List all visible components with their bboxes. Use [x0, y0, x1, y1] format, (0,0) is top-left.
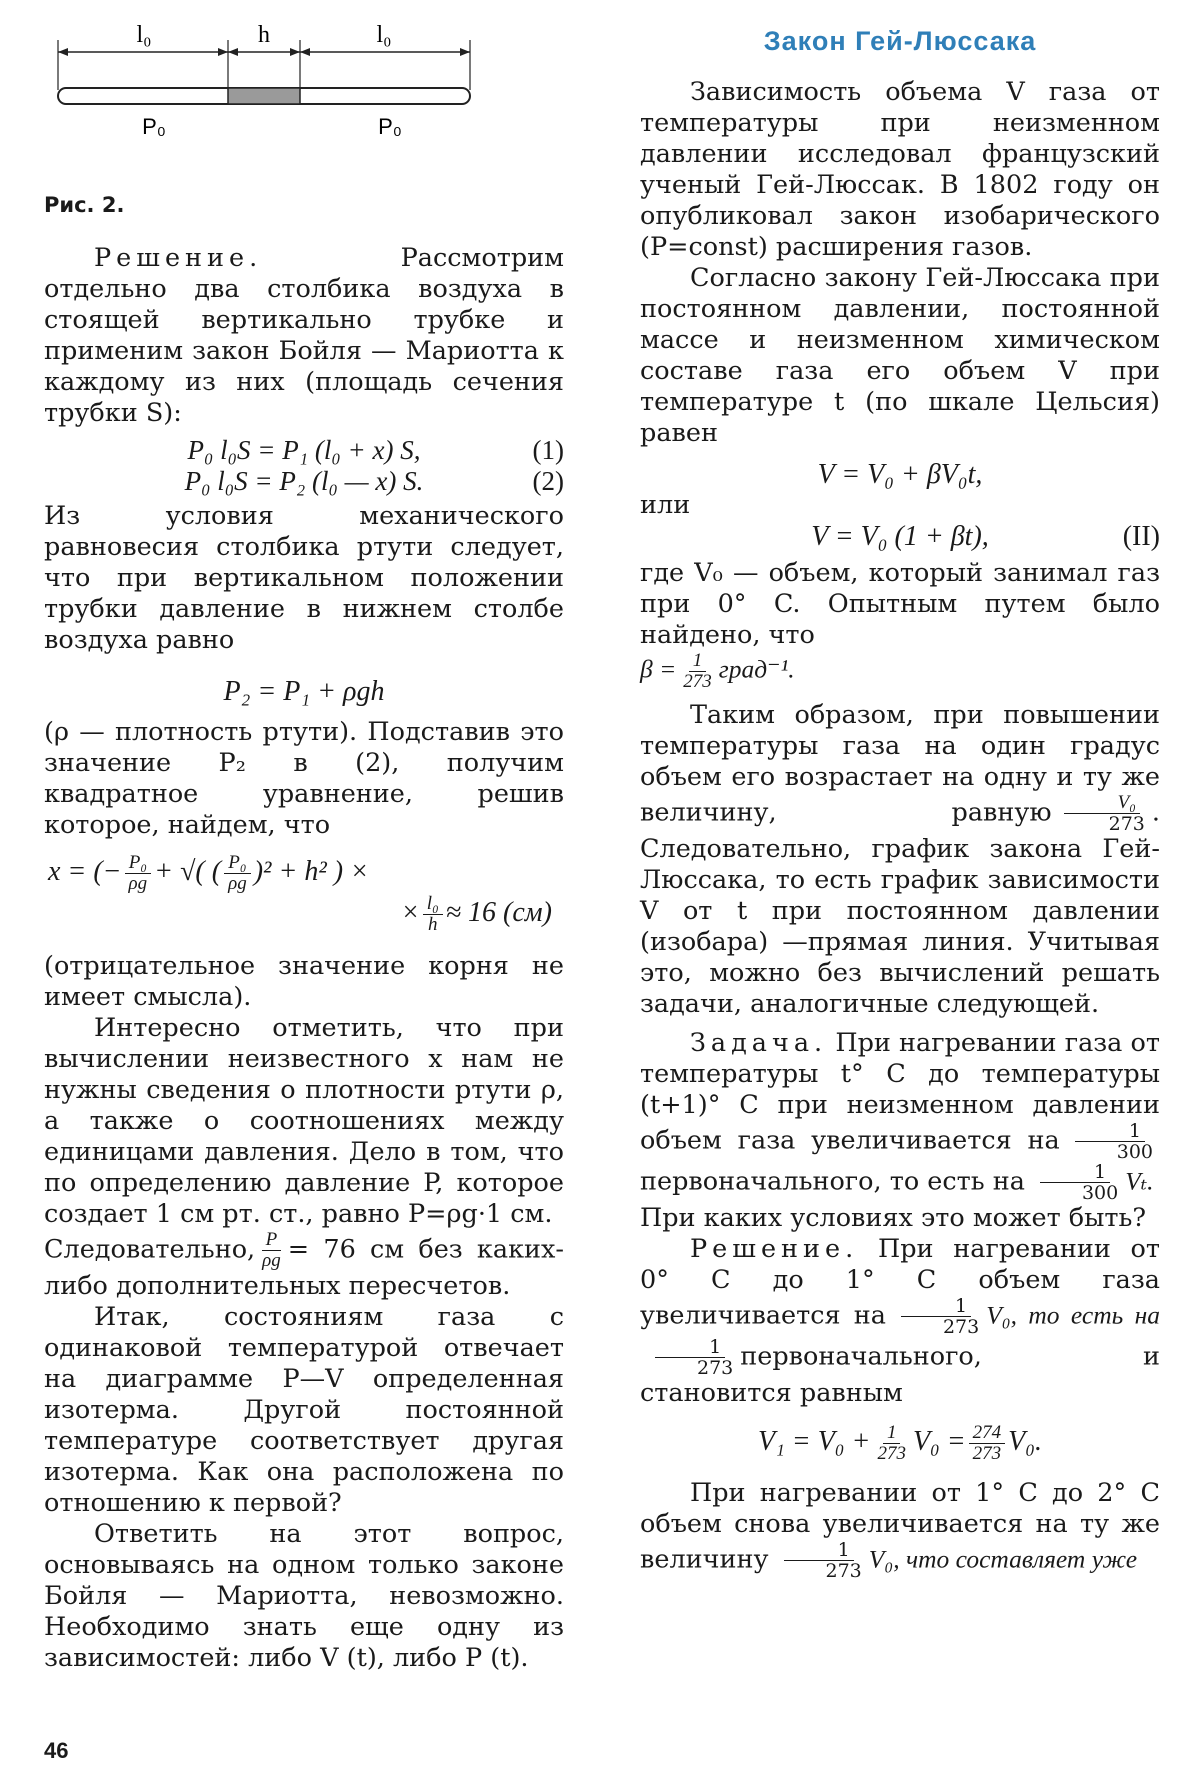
equation-text: )² + h² ) ×: [253, 855, 369, 887]
equation-number: (II): [1122, 521, 1160, 552]
equation-text: V₁ = V₀ +: [757, 1425, 871, 1457]
task-word: Задача.: [690, 1028, 828, 1058]
section-title: Закон Гей-Люссака: [763, 26, 1037, 56]
page-number: 46: [44, 1738, 69, 1763]
paragraph-task: [640, 1028, 1160, 1203]
paragraph-thus: [640, 700, 1160, 1020]
numerator: P: [262, 1230, 282, 1251]
equation-text: P₀ l₀S = P₂ (l₀ — x) S.: [184, 466, 424, 496]
equation-gl-1: V = V₀ + βV₀t,: [817, 459, 983, 490]
text: При нагревании от 1° C до 2° C объем снова увеличивается на ту же величину: [640, 1478, 1160, 1575]
equation-text: V = V₀ (1 + βt),: [811, 521, 989, 552]
paragraph-gay-lussac-intro: Зависимость объема V газа от температуры при неизменном давлении исследовал французский ученый Гей-Люссак. В 1802 году он опубликовал закон изобарического (P=const) расширения газов.: [640, 77, 1160, 262]
paragraph-answer: Ответить на этот вопрос, основываясь на одном только законе Бойля — Мариотта, невозможно. Необходимо знать еще одну из зависимостей: либо V (t), либо P (t).: [44, 1519, 564, 1673]
text: При нагревании от 0° C до 1° C объем газа увеличивается на: [640, 1234, 1161, 1331]
equation-text: ×: [400, 896, 420, 928]
fraction: [1063, 1121, 1157, 1162]
denominator: 273: [683, 671, 712, 692]
fraction: [772, 1540, 866, 1581]
text: V₀, что составляет уже: [868, 1544, 1138, 1574]
numerator: P₀: [125, 853, 151, 874]
paragraph-heating-again: [640, 1478, 1160, 1581]
denominator: h: [427, 914, 438, 935]
solution-word: Решение.: [94, 243, 263, 273]
text: Следовательно,: [44, 1234, 256, 1265]
label-h: h: [258, 22, 270, 48]
fraction: [643, 1337, 737, 1378]
fraction: [125, 853, 152, 894]
numerator: 1: [784, 1540, 854, 1561]
text: Рассмотрим отдельно два столбика воздуха в стоящей вертикально трубке и применим закон Бойля — Мариотта к каждому из них (площадь сечения трубки S):: [44, 243, 564, 428]
paragraph-equilibrium: Из условия механического равновесия столбика ртути следует, что при вертикальном положении трубки давление в нижнем столбе воздуха равно: [44, 501, 564, 655]
numerator: 1: [655, 1337, 725, 1358]
paragraph-solution-intro: [44, 243, 564, 429]
left-column: [44, 0, 564, 1674]
denominator: 273: [942, 1316, 980, 1338]
numerator: 1: [883, 1423, 901, 1444]
text: первоначального, то есть на: [640, 1166, 1025, 1197]
paragraph-substitution: (ρ — плотность ртути). Подставив это значение P₂ в (2), получим квадратное уравнение, решив которое, найдем, что: [44, 717, 564, 840]
denominator: ρg: [128, 873, 148, 894]
figure-caption: Рис. 2.: [44, 193, 125, 217]
fraction: [423, 894, 443, 935]
text: Vₜ.: [1125, 1166, 1154, 1196]
numerator: 1: [1040, 1162, 1110, 1183]
equation-text: ≈ 16 (см): [445, 896, 552, 928]
paragraph-interesting: Интересно отметить, что при вычислении неизвестного x нам не нужны сведения о плотности ртути ρ, а также о соотношениях между единицами давления. Дело в том, что по определению давление P, которое создает 1 см рт. ст., равно P=ρg·1 см.: [44, 1013, 564, 1229]
equation-text: P₀ l₀S = P₁ (l₀ + x) S,: [187, 435, 421, 465]
paragraph-isotherm: Итак, состояниям газа с одинаковой температурой отвечает на диаграмме P—V определенная изотерма. Другой постоянной температуре соответствует другая изотерма. Как она расположена по отношению к первой?: [44, 1302, 564, 1518]
label-l0-right: l₀: [376, 22, 392, 48]
numerator: P₀: [224, 853, 250, 874]
text: . Следовательно, график закона Гей-Люссака, то есть график зависимости V от t при постоянном давлении (изобара) —прямая линия. Учитывая это, можно без вычислений решать задачи, аналогичные следующей.: [640, 797, 1160, 1019]
equation-text: + √( (: [154, 855, 222, 887]
denominator: 273: [877, 1443, 906, 1464]
equation-text: x = (−: [48, 855, 122, 887]
equation-2: [44, 466, 564, 497]
fraction: [258, 1230, 285, 1271]
numerator: 1: [901, 1296, 971, 1317]
fraction: [679, 651, 716, 692]
text: град⁻¹.: [718, 654, 795, 684]
denominator: 273: [1108, 813, 1145, 835]
equation-4-line-1: [44, 853, 564, 894]
denominator: ρg: [228, 873, 247, 894]
fraction: [969, 1423, 1006, 1464]
text: первоначального, и становится равным: [640, 1341, 1160, 1408]
equation-gl-2: [640, 521, 1160, 552]
fraction: [1028, 1162, 1122, 1203]
text: = 76 см без каких-либо дополнительных пересчетов.: [44, 1234, 564, 1301]
text: При нагревании газа от температуры t° C до температуры (t+1)° C при неизменном давлении объем газа увеличивается на: [640, 1028, 1160, 1156]
numerator: 1: [689, 651, 707, 672]
text: V₀, то есть на: [986, 1300, 1161, 1330]
fraction: [889, 1296, 983, 1337]
equation-text: V₀.: [1008, 1425, 1043, 1457]
paragraph-solution: [640, 1234, 1160, 1409]
denominator: 300: [1081, 1182, 1119, 1204]
equation-1: [44, 435, 564, 466]
label-p0-left: P₀: [142, 114, 166, 139]
fraction: [224, 853, 251, 894]
numerator: V₀: [1064, 793, 1140, 814]
numerator: 1: [1075, 1121, 1145, 1142]
denominator: ρg: [262, 1250, 281, 1271]
equation-v1: [640, 1423, 1160, 1464]
paragraph-consequently: [44, 1230, 564, 1302]
paragraph-law-statement: Согласно закону Гей-Люссака при постоянном давлении, постоянной массе и неизменном химическом составе газа его объем V при температуре t (по шкале Цельсия) равен: [640, 263, 1160, 448]
equation-text: V₀ =: [912, 1425, 966, 1457]
equation-number: (2): [532, 466, 564, 496]
text: Таким образом, при повышении температуры газа на один градус объем его возрастает на одну и ту же величину, равную: [640, 700, 1160, 828]
paragraph-negative-root: (отрицательное значение корня не имеет смысла).: [44, 951, 564, 1012]
equation-4-line-2: [44, 894, 564, 935]
denominator: 273: [825, 1560, 862, 1582]
beta-value: [640, 651, 1160, 692]
right-column: [640, 0, 1160, 1581]
fraction: [873, 1423, 910, 1464]
label-p0-right: P₀: [378, 114, 402, 139]
equation-3: P₂ = P₁ + ρgh: [223, 676, 385, 707]
paragraph-where-v0: где V₀ — объем, который занимал газ при 0° C. Опытным путем было найдено, что: [640, 558, 1160, 650]
numerator: 274: [969, 1423, 1006, 1444]
denominator: 273: [697, 1357, 734, 1379]
equation-number: (1): [532, 435, 564, 465]
text: β =: [640, 654, 677, 684]
label-l0-left: l₀: [136, 22, 152, 48]
solution-word: Решение.: [690, 1234, 859, 1264]
or-word: или: [640, 490, 691, 520]
fraction: [1055, 793, 1149, 834]
denominator: 300: [1116, 1141, 1153, 1163]
denominator: 273: [972, 1443, 1002, 1464]
numerator: l₀: [423, 894, 443, 915]
task-question: При каких условиях это может быть?: [640, 1203, 1147, 1233]
